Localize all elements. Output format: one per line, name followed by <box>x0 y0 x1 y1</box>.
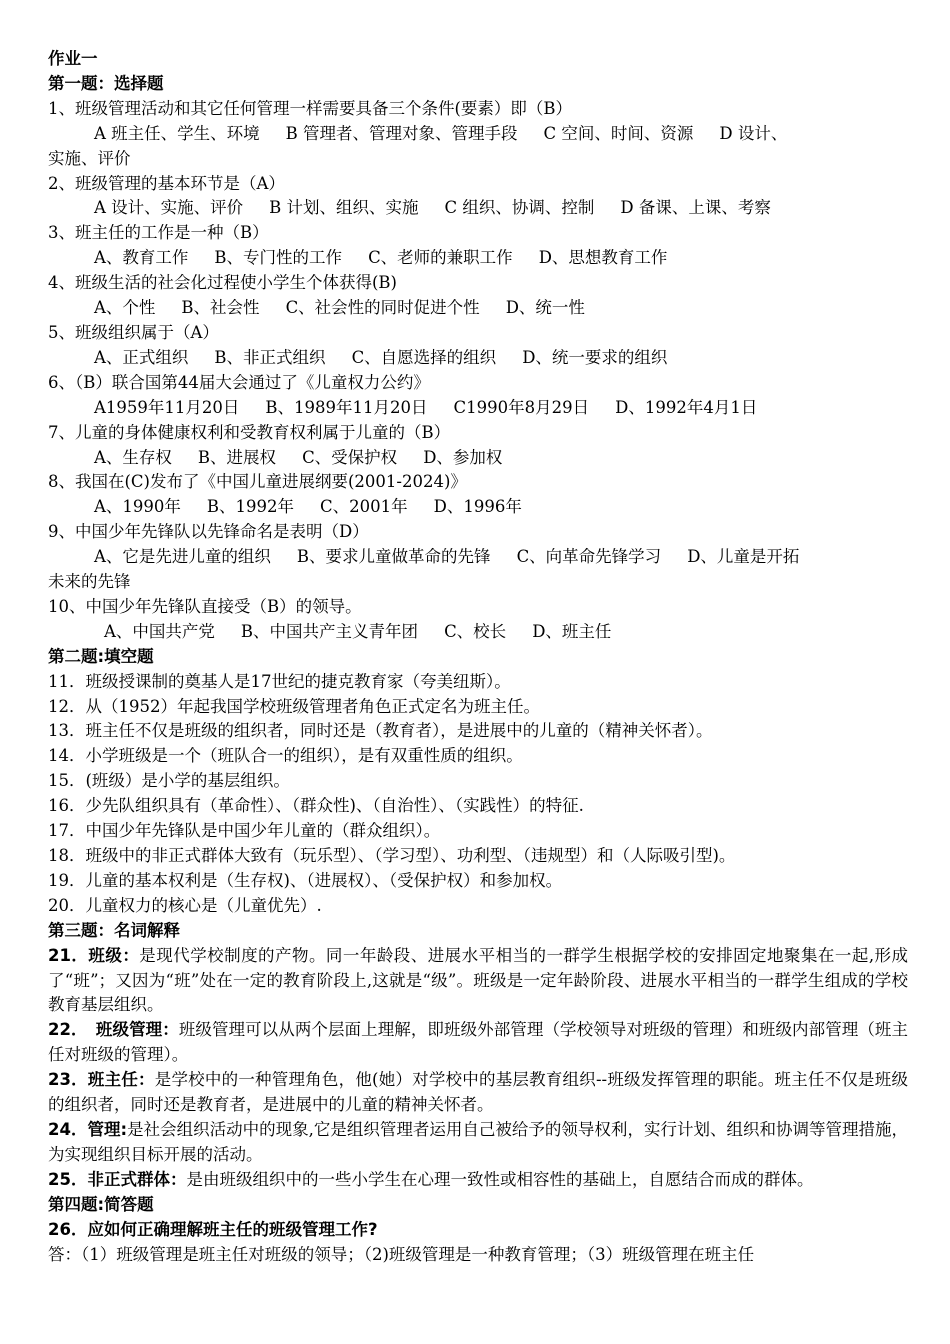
option-b: B、非正式组织 <box>214 347 326 367</box>
option-d: D、思想教育工作 <box>538 248 668 268</box>
definition-text: 是现代学校制度的产物。同一年龄段、进展水平相当的一群学生根据学校的安排固定地聚集在一起,形成了“班”；又因为“班”处在一定的教育阶段上,这就是“级”。班级是一定年龄阶段、进展水平相当的一群学生组成的学校教育基层组织。 <box>48 945 908 1015</box>
question-1-option-d-continued: 实施、评价 <box>48 148 131 168</box>
option-b: B 管理者、管理对象、管理手段 <box>285 123 518 143</box>
definition-term: 23．班主任： <box>48 1070 155 1090</box>
option-a: A、中国共产党 <box>104 621 215 641</box>
option-a: A、个性 <box>94 298 156 318</box>
question-10-options <box>48 620 908 645</box>
answer-text: 答：（1）班级管理是班主任对班级的领导；（2)班级管理是一种教育管理；（3）班级管理在班主任 <box>48 1244 755 1264</box>
option-a: A1959年11月20日 <box>94 397 240 417</box>
question-1-options <box>48 122 908 147</box>
definition-item <box>48 1168 908 1193</box>
question-4-options <box>48 296 908 321</box>
option-a: A、正式组织 <box>94 347 189 367</box>
fill-in-item: 17．中国少年先锋队是中国少年儿童的（群众组织）。 <box>48 821 441 841</box>
option-d: D、统一性 <box>505 298 585 318</box>
question-4: 4、班级生活的社会化过程使小学生个体获得(B) <box>48 273 397 293</box>
definition-text: 是由班级组织中的一些小学生在心理一致性或相容性的基础上，自愿结合而成的群体。 <box>186 1169 814 1189</box>
question-5: 5、班级组织属于（A） <box>48 322 219 342</box>
fill-in-item: 12．从（1952）年起我国学校班级管理者角色正式定名为班主任。 <box>48 696 540 716</box>
definition-term: 22． 班级管理： <box>48 1020 179 1040</box>
fill-in-item: 13．班主任不仅是班级的组织者，同时还是（教育者），是进展中的儿童的（精神关怀者）。 <box>48 721 713 741</box>
question-6-options <box>48 396 908 421</box>
option-d: D、统一要求的组织 <box>522 347 668 367</box>
option-a: A、教育工作 <box>94 248 189 268</box>
option-c: C、自愿选择的组织 <box>351 347 497 367</box>
question-9-options <box>48 545 908 570</box>
definition-item <box>48 944 908 1019</box>
document-page <box>48 47 908 1267</box>
option-b: B、1992年 <box>206 497 295 517</box>
definition-term: 25．非正式群体： <box>48 1169 187 1189</box>
question-10: 10、中国少年先锋队直接受（B）的领导。 <box>48 596 362 616</box>
option-d: D 备课、上课、考察 <box>620 198 771 218</box>
question-26: 26．应如何正确理解班主任的班级管理工作? <box>48 1219 378 1239</box>
option-b: B、中国共产主义青年团 <box>240 621 419 641</box>
question-2: 2、班级管理的基本环节是（A） <box>48 173 285 193</box>
option-b: B、进展权 <box>197 447 277 467</box>
option-a: A 设计、实施、评价 <box>94 198 244 218</box>
question-5-options <box>48 346 908 371</box>
question-6: 6、（B）联合国第44届大会通过了《儿童权力公约》 <box>48 372 430 392</box>
option-d: D、班主任 <box>532 621 612 641</box>
definition-term: 24．管理: <box>48 1119 128 1139</box>
fill-in-item: 19．儿童的基本权利是（生存权)、（进展权）、（受保护权）和参加权。 <box>48 870 563 890</box>
definition-item <box>48 1118 908 1168</box>
section-heading-choice: 第一题：选择题 <box>48 73 164 93</box>
option-c: C 空间、时间、资源 <box>543 123 694 143</box>
definition-text: 是学校中的一种管理角色，他(她）对学校中的基层教育组织--班级发挥管理的职能。班主任不仅是班级的组织者，同时还是教育者，是进展中的儿童的精神关怀者。 <box>48 1070 908 1115</box>
option-c: C 组织、协调、控制 <box>444 198 595 218</box>
option-a: A、它是先进儿童的组织 <box>94 547 271 567</box>
fill-in-item: 15．(班级）是小学的基层组织。 <box>48 771 290 791</box>
definition-text: 班级管理可以从两个层面上理解，即班级外部管理（学校领导对班级的管理）和班级内部管理（班主任对班级的管理）。 <box>48 1020 909 1065</box>
option-b: B、专门性的工作 <box>214 248 343 268</box>
question-8: 8、我国在(C)发布了《中国儿童进展纲要(2001-2024)》 <box>48 472 467 492</box>
option-d: D、1996年 <box>433 497 522 517</box>
document-title: 作业一 <box>48 49 98 68</box>
option-b: B、社会性 <box>181 298 260 318</box>
option-d: D、儿童是开拓 <box>687 547 800 567</box>
option-b: B、要求儿童做革命的先锋 <box>296 547 491 567</box>
option-d: D、参加权 <box>423 447 503 467</box>
option-c: C、老师的兼职工作 <box>368 248 513 268</box>
question-9-option-d-continued: 未来的先锋 <box>48 572 131 592</box>
option-c: C1990年8月29日 <box>453 397 590 417</box>
option-b: B、1989年11月20日 <box>265 397 428 417</box>
definition-item <box>48 1068 908 1118</box>
option-c: C、社会性的同时促进个性 <box>285 298 480 318</box>
option-b: B 计划、组织、实施 <box>269 198 419 218</box>
option-a: A 班主任、学生、环境 <box>94 123 260 143</box>
section-heading-definitions: 第三题：名词解释 <box>48 920 180 940</box>
option-c: C、校长 <box>444 621 507 641</box>
question-3-options <box>48 246 908 271</box>
question-2-options <box>48 196 908 221</box>
fill-in-item: 14．小学班级是一个（班队合一的组织），是有双重性质的组织。 <box>48 746 523 766</box>
question-1: 1、班级管理活动和其它任何管理一样需要具备三个条件(要素）即（B） <box>48 98 573 118</box>
option-d: D、1992年4月1日 <box>615 397 758 417</box>
option-a: A、生存权 <box>94 447 172 467</box>
fill-in-item: 16．少先队组织具有（革命性）、（群众性)、（自治性）、（实践性）的特征. <box>48 796 584 816</box>
definition-item <box>48 1018 908 1068</box>
option-a: A、1990年 <box>94 497 181 517</box>
fill-in-item: 20．儿童权力的核心是（儿童优先）. <box>48 895 322 915</box>
definition-text: 是社会组织活动中的现象,它是组织管理者运用自己被给予的领导权利，实行计划、组织和协调等管理措施，为实现组织目标开展的活动。 <box>48 1119 908 1164</box>
definition-term: 21．班级： <box>48 945 140 965</box>
option-d: D 设计、 <box>719 123 788 143</box>
option-c: C、2001年 <box>320 497 408 517</box>
fill-in-item: 18．班级中的非正式群体大致有（玩乐型）、（学习型）、功利型、（违规型）和（人际吸引型)。 <box>48 846 736 865</box>
section-heading-fill-in: 第二题:填空题 <box>48 646 154 666</box>
question-3: 3、班主任的工作是一种（B） <box>48 223 269 243</box>
section-heading-short-answer: 第四题:简答题 <box>48 1194 154 1214</box>
option-c: C、受保护权 <box>302 447 398 467</box>
fill-in-item: 11．班级授课制的奠基人是17世纪的捷克教育家（夸美纽斯）。 <box>48 671 511 691</box>
question-9: 9、中国少年先锋队以先锋命名是表明（D） <box>48 522 369 542</box>
question-7-options <box>48 446 908 471</box>
question-8-options <box>48 495 908 520</box>
question-7: 7、儿童的身体健康权利和受教育权利属于儿童的（B） <box>48 422 451 442</box>
option-c: C、向革命先锋学习 <box>516 547 662 567</box>
